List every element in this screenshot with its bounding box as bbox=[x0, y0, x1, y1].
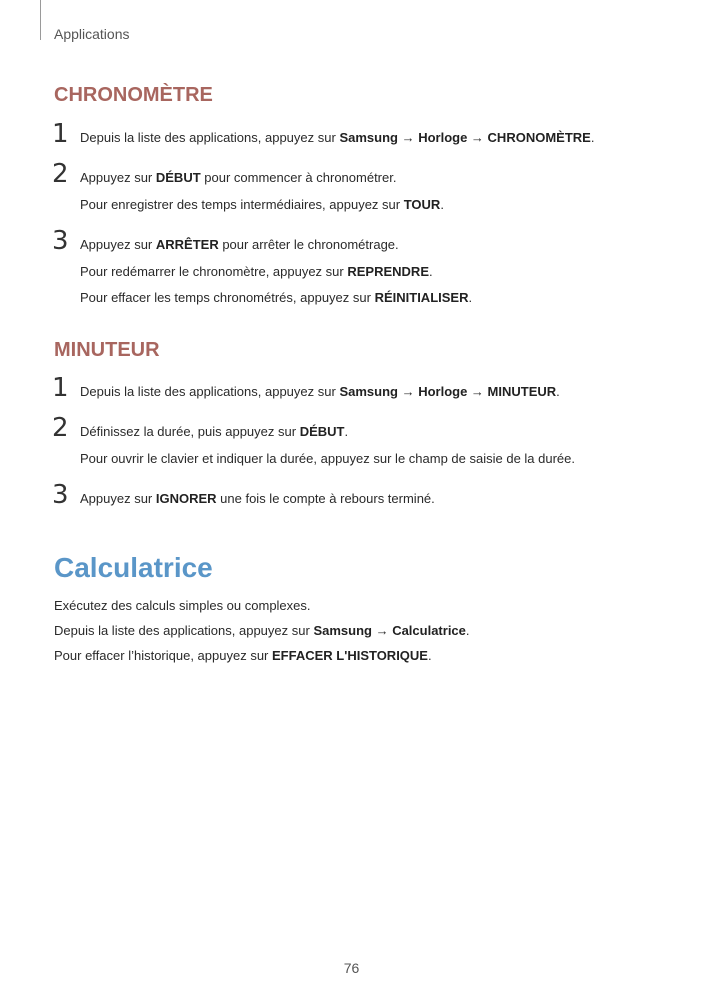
step-text bbox=[80, 125, 680, 152]
ui-term-horloge: Horloge bbox=[418, 384, 468, 399]
ui-term-horloge: Horloge bbox=[418, 130, 468, 145]
text: pour commencer à chronométrer. bbox=[200, 170, 397, 185]
ui-term-samsung: Samsung bbox=[313, 623, 372, 638]
arrow: → bbox=[397, 384, 419, 399]
page-number: 76 bbox=[343, 960, 360, 976]
ui-term-debut: DÉBUT bbox=[155, 170, 201, 185]
ui-term-effacer-historique: EFFACER L'HISTORIQUE bbox=[272, 648, 428, 663]
calculatrice-intro: Exécutez des calculs simples ou complexes. bbox=[54, 598, 311, 613]
arrow: → bbox=[467, 130, 488, 145]
text: . bbox=[556, 384, 560, 399]
text: une fois le compte à rebours terminé. bbox=[216, 491, 435, 506]
step-number: 3 bbox=[52, 480, 69, 510]
text: . bbox=[590, 130, 595, 145]
step-text bbox=[80, 419, 680, 472]
ui-term-minuteur: MINUTEUR bbox=[487, 384, 557, 399]
calculatrice-open-instruction bbox=[54, 622, 470, 639]
step-number: 2 bbox=[52, 159, 69, 189]
ui-term-tour: TOUR bbox=[403, 196, 441, 212]
text: Depuis la liste des applications, appuyez sur bbox=[80, 384, 340, 399]
ui-term-samsung: Samsung bbox=[339, 384, 398, 399]
section-title-chronometre: CHRONOMÈTRE bbox=[54, 84, 213, 106]
ui-term-samsung: Samsung bbox=[339, 130, 398, 145]
step-text bbox=[80, 232, 680, 312]
text: . bbox=[440, 196, 444, 212]
text: . bbox=[468, 290, 473, 305]
step-text bbox=[80, 165, 680, 218]
ui-term-reinitialiser: RÉINITIALISER bbox=[374, 290, 469, 305]
arrow: → bbox=[371, 623, 393, 638]
chapter-title-calculatrice: Calculatrice bbox=[54, 552, 213, 583]
text: . bbox=[344, 424, 349, 439]
arrow: → bbox=[467, 384, 488, 399]
text: Depuis la liste des applications, appuyez sur bbox=[54, 623, 314, 638]
step-number: 2 bbox=[52, 413, 69, 443]
ui-term-reprendre: REPRENDRE bbox=[347, 263, 429, 279]
calculatrice-clear-instruction bbox=[54, 647, 432, 664]
step-text bbox=[80, 379, 680, 406]
ui-term-calculatrice: Calculatrice bbox=[392, 623, 466, 638]
ui-term-chronometre: CHRONOMÈTRE bbox=[487, 130, 591, 145]
running-header: Applications bbox=[54, 26, 130, 42]
step-number: 1 bbox=[52, 119, 69, 149]
section-title-minuteur: MINUTEUR bbox=[54, 339, 160, 361]
text: . bbox=[465, 623, 470, 638]
arrow: → bbox=[397, 130, 419, 145]
ui-term-ignorer: IGNORER bbox=[155, 491, 217, 506]
text: Pour ouvrir le clavier et indiquer la durée, appuyez sur le champ de saisie de la durée. bbox=[80, 450, 575, 466]
ui-term-debut: DÉBUT bbox=[299, 424, 345, 439]
step-number: 1 bbox=[52, 373, 69, 403]
header-rule bbox=[40, 0, 41, 40]
text: pour arrêter le chronométrage. bbox=[218, 237, 399, 252]
text: Pour effacer l’historique, appuyez sur bbox=[54, 648, 272, 663]
text: . bbox=[427, 648, 432, 663]
text: Appuyez sur bbox=[80, 170, 156, 185]
step-text bbox=[80, 486, 680, 513]
text: Pour effacer les temps chronométrés, appuyez sur bbox=[80, 290, 375, 305]
text: Pour enregistrer des temps intermédiaires, appuyez sur bbox=[80, 196, 404, 212]
text: . bbox=[428, 263, 433, 279]
text: Pour redémarrer le chronomètre, appuyez sur bbox=[80, 263, 348, 279]
text: Définissez la durée, puis appuyez sur bbox=[80, 424, 300, 439]
text: Appuyez sur bbox=[80, 237, 156, 252]
step-number: 3 bbox=[52, 226, 69, 256]
text: Depuis la liste des applications, appuyez sur bbox=[80, 130, 340, 145]
text: Appuyez sur bbox=[80, 491, 156, 506]
ui-term-arreter: ARRÊTER bbox=[155, 237, 219, 252]
